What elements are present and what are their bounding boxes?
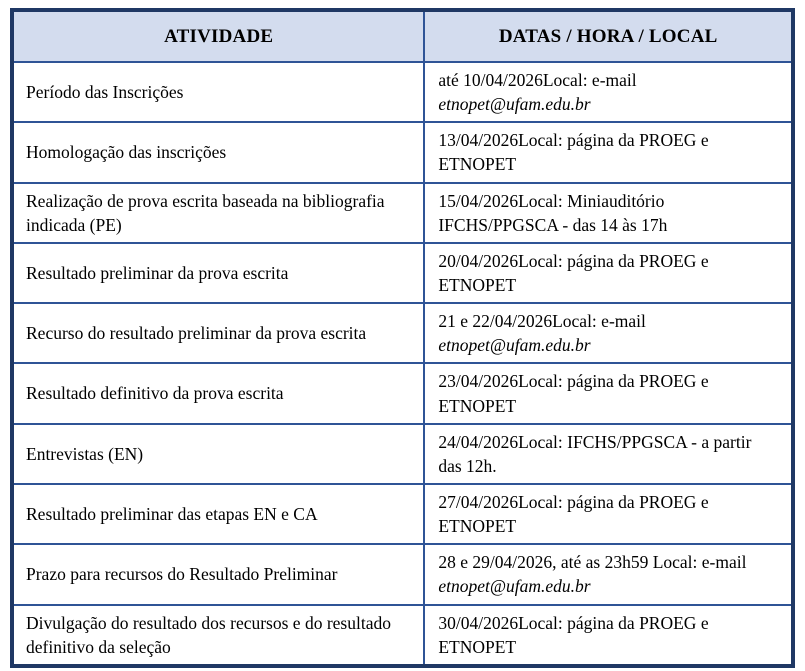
activity-cell: Divulgação do resultado dos recursos e do resultado definitivo da seleção [12, 605, 424, 666]
table-row [12, 183, 793, 243]
table-row [12, 424, 793, 484]
datas-text: 28 e 29/04/2026, até as 23h59 Local: e-mail [438, 552, 747, 573]
table-body [12, 62, 793, 666]
email-text: etnopet@ufam.edu.br [438, 576, 591, 597]
header-row [12, 10, 793, 62]
datas-cell [424, 243, 793, 303]
activity-cell: Realização de prova escrita baseada na bibliografia indicada (PE) [12, 183, 424, 243]
table-row [12, 484, 793, 544]
activity-cell: Resultado definitivo da prova escrita [12, 363, 424, 423]
table-row [12, 303, 793, 363]
schedule-table [10, 8, 795, 668]
datas-text: 24/04/2026Local: IFCHS/PPGSCA - a partir das 12h. [438, 431, 752, 476]
datas-cell [424, 424, 793, 484]
table-row [12, 605, 793, 666]
activity-cell: Resultado preliminar das etapas EN e CA [12, 484, 424, 544]
datas-cell [424, 484, 793, 544]
header-cell-datas: DATAS / HORA / LOCAL [424, 10, 793, 62]
table-header [12, 10, 793, 62]
table-row [12, 243, 793, 303]
activity-cell: Recurso do resultado preliminar da prova escrita [12, 303, 424, 363]
datas-text: 27/04/2026Local: página da PROEG e ETNOPET [438, 491, 709, 537]
activity-cell: Homologação das inscrições [12, 122, 424, 182]
datas-text: 23/04/2026Local: página da PROEG e ETNOPET [438, 371, 709, 416]
activity-cell: Período das Inscrições [12, 62, 424, 122]
datas-cell [424, 183, 793, 243]
activity-cell: Entrevistas (EN) [12, 424, 424, 484]
email-text: etnopet@ufam.edu.br [438, 94, 591, 115]
table-row [12, 62, 793, 122]
activity-cell: Resultado preliminar da prova escrita [12, 243, 424, 303]
datas-cell [424, 303, 793, 363]
datas-cell [424, 122, 793, 182]
datas-text: 30/04/2026Local: página da PROEG e ETNOPET [438, 612, 709, 657]
datas-text: 13/04/2026Local: página da PROEG e ETNOPET [438, 130, 709, 175]
datas-cell [424, 605, 793, 666]
table-row [12, 544, 793, 604]
table-row [12, 363, 793, 423]
datas-text: 21 e 22/04/2026Local: e-mail [438, 311, 646, 332]
datas-text: até 10/04/2026Local: e-mail [438, 70, 637, 90]
datas-cell [424, 544, 793, 604]
datas-cell [424, 62, 793, 122]
datas-cell [424, 363, 793, 423]
activity-cell: Prazo para recursos do Resultado Preliminar [12, 544, 424, 604]
header-cell-atividade: ATIVIDADE [12, 10, 424, 62]
email-text: etnopet@ufam.edu.br [438, 335, 591, 356]
datas-text: 15/04/2026Local: Miniauditório IFCHS/PPGSCA - das 14 às 17h [438, 190, 668, 235]
datas-text: 20/04/2026Local: página da PROEG e ETNOPET [438, 250, 709, 295]
table-row [12, 122, 793, 182]
